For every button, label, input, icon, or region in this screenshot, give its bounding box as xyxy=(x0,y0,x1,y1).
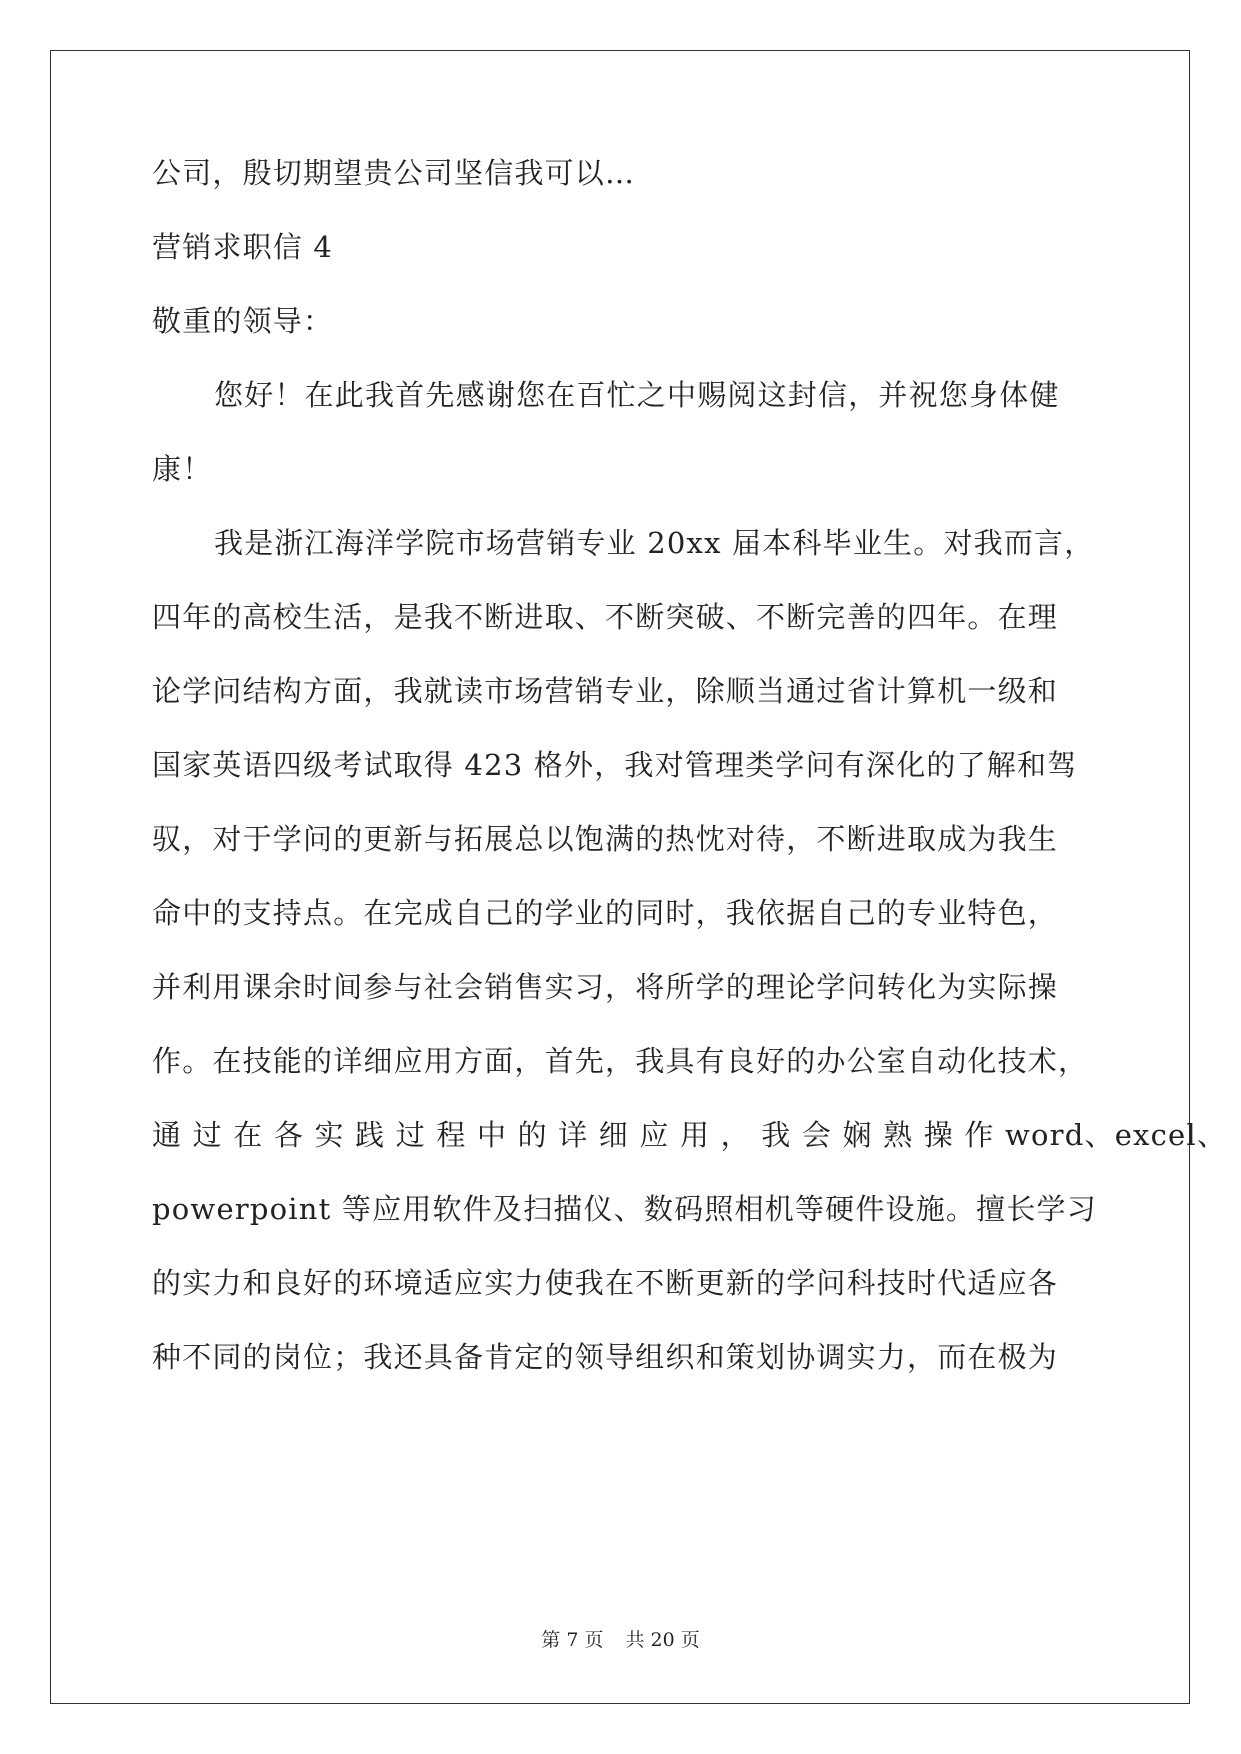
paragraph-line: 我是浙江海洋学院市场营销专业 20xx 届本科毕业生。对我而言， xyxy=(214,526,1095,560)
paragraph-line: 种不同的岗位；我还具备肯定的领导组织和策划协调实力，而在极为 xyxy=(152,1340,1059,1374)
text-line-continuation: 公司，殷切期望贵公司坚信我可以… xyxy=(152,156,636,190)
paragraph-line: 的实力和良好的环境适应实力使我在不断更新的学问科技时代适应各 xyxy=(152,1266,1059,1300)
paragraph-line: 康！ xyxy=(152,452,213,486)
paragraph-line: 国家英语四级考试取得 423 格外，我对管理类学问有深化的了解和驾 xyxy=(152,748,1078,782)
paragraph-line: 通 过 在 各 实 践 过 程 中 的 详 细 应 用 ， 我 会 娴 熟 操 作 word、excel、 xyxy=(152,1118,1228,1152)
paragraph-line: 驭，对于学问的更新与拓展总以饱满的热忱对待，不断进取成为我生 xyxy=(152,822,1059,856)
page-total: 共 20 页 xyxy=(625,1629,700,1651)
paragraph-line: 四年的高校生活，是我不断进取、不断突破、不断完善的四年。在理 xyxy=(152,600,1059,634)
paragraph-line: 并利用课余时间参与社会销售实习，将所学的理论学问转化为实际操 xyxy=(152,970,1059,1004)
page-number: 第 7 页 xyxy=(541,1629,604,1651)
section-heading: 营销求职信 4 xyxy=(152,230,334,264)
paragraph-line: 作。在技能的详细应用方面，首先，我具有良好的办公室自动化技术， xyxy=(152,1044,1089,1078)
paragraph-line: 您好！在此我首先感谢您在百忙之中赐阅这封信，并祝您身体健 xyxy=(214,378,1060,412)
paragraph-line: powerpoint 等应用软件及扫描仪、数码照相机等硬件设施。擅长学习 xyxy=(152,1192,1097,1226)
salutation: 敬重的领导： xyxy=(152,304,334,338)
page-footer xyxy=(0,1628,1241,1652)
paragraph-line: 论学问结构方面，我就读市场营销专业，除顺当通过省计算机一级和 xyxy=(152,674,1059,708)
page-border xyxy=(50,50,1190,1704)
paragraph-line: 命中的支持点。在完成自己的学业的同时，我依据自己的专业特色， xyxy=(152,896,1059,930)
